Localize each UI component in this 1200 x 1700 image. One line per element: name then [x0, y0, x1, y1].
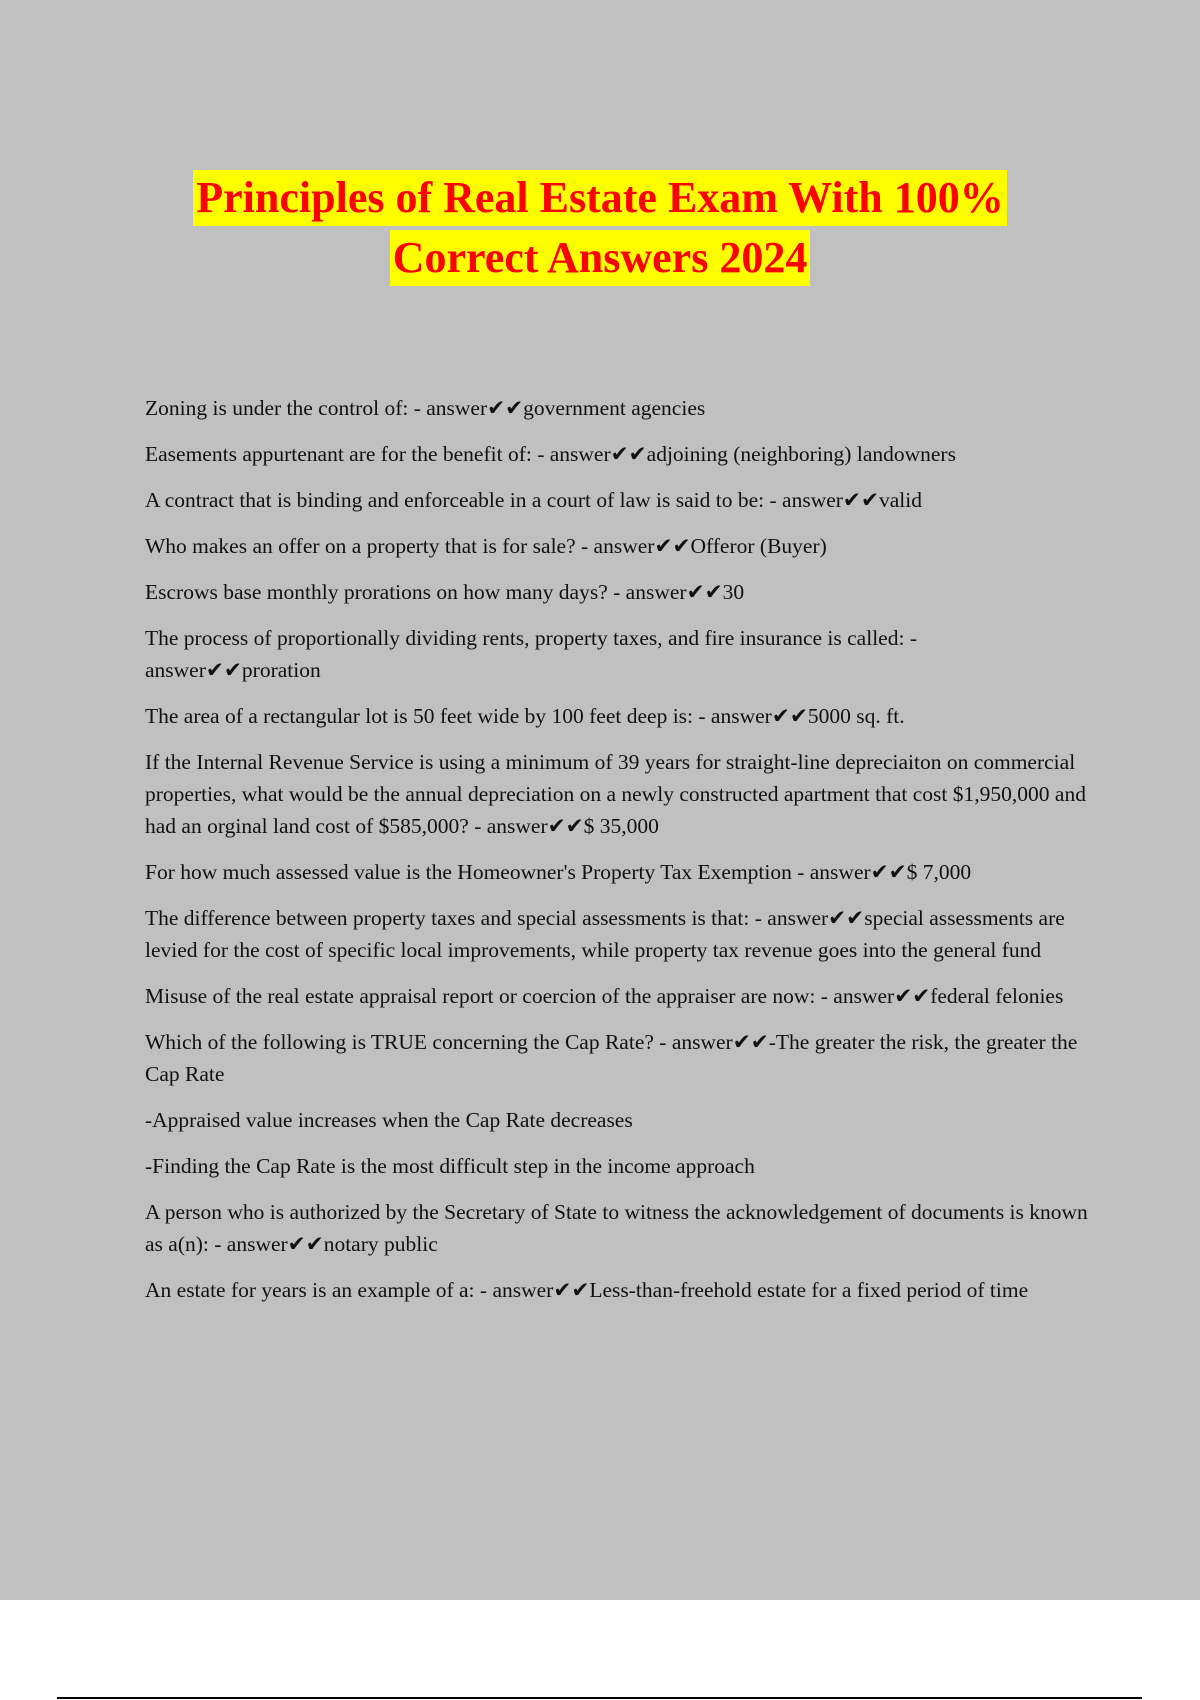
- question-paragraph: Who makes an offer on a property that is for sale? - answer✔✔Offeror (Buyer): [145, 534, 827, 558]
- question-paragraph: The process of proportionally dividing rents, property taxes, and fire insurance is called: - answer✔✔proration: [145, 626, 917, 682]
- answer-continuation: -Appraised value increases when the Cap Rate decreases: [145, 1108, 633, 1132]
- answer-continuation: -Finding the Cap Rate is the most difficult step in the income approach: [145, 1154, 755, 1178]
- title-line-1: Principles of Real Estate Exam With 100%: [193, 170, 1006, 226]
- question-paragraph: A person who is authorized by the Secretary of State to witness the acknowledgement of documents is known as a(n): - answer✔✔notary public: [145, 1200, 1088, 1256]
- question-list: [145, 392, 1090, 1320]
- title-line-2: Correct Answers 2024: [390, 230, 811, 286]
- question-paragraph: Easements appurtenant are for the benefit of: - answer✔✔adjoining (neighboring) landowners: [145, 442, 956, 466]
- question-paragraph: For how much assessed value is the Homeowner's Property Tax Exemption - answer✔✔$ 7,000: [145, 860, 972, 884]
- question-paragraph: Which of the following is TRUE concerning the Cap Rate? - answer✔✔-The greater the risk, the greater the Cap Rate: [145, 1030, 1078, 1086]
- document-title: [0, 170, 1200, 286]
- question-paragraph: If the Internal Revenue Service is using a minimum of 39 years for straight-line depreciaiton on commercial properties, what would be the annual depreciation on a newly constructed apartment that cost $1,950,000 and had an orginal land cost of $585,000? - answer✔✔$ 35,000: [145, 750, 1086, 838]
- question-paragraph: Escrows base monthly prorations on how many days? - answer✔✔30: [145, 580, 745, 604]
- question-paragraph: A contract that is binding and enforceable in a court of law is said to be: - answer✔✔valid: [145, 488, 922, 512]
- question-paragraph: An estate for years is an example of a: - answer✔✔Less-than-freehold estate for a fixed period of time: [145, 1278, 1029, 1302]
- question-paragraph: The difference between property taxes and special assessments is that: - answer✔✔special assessments are levied for the cost of specific local improvements, while property tax revenue goes into the general fund: [145, 906, 1065, 962]
- question-paragraph: Misuse of the real estate appraisal report or coercion of the appraiser are now: - answer✔✔federal felonies: [145, 984, 1064, 1008]
- page-divider: [57, 1697, 1142, 1699]
- question-paragraph: Zoning is under the control of: - answer✔✔government agencies: [145, 396, 706, 420]
- question-paragraph: The area of a rectangular lot is 50 feet wide by 100 feet deep is: - answer✔✔5000 sq. ft.: [145, 704, 905, 728]
